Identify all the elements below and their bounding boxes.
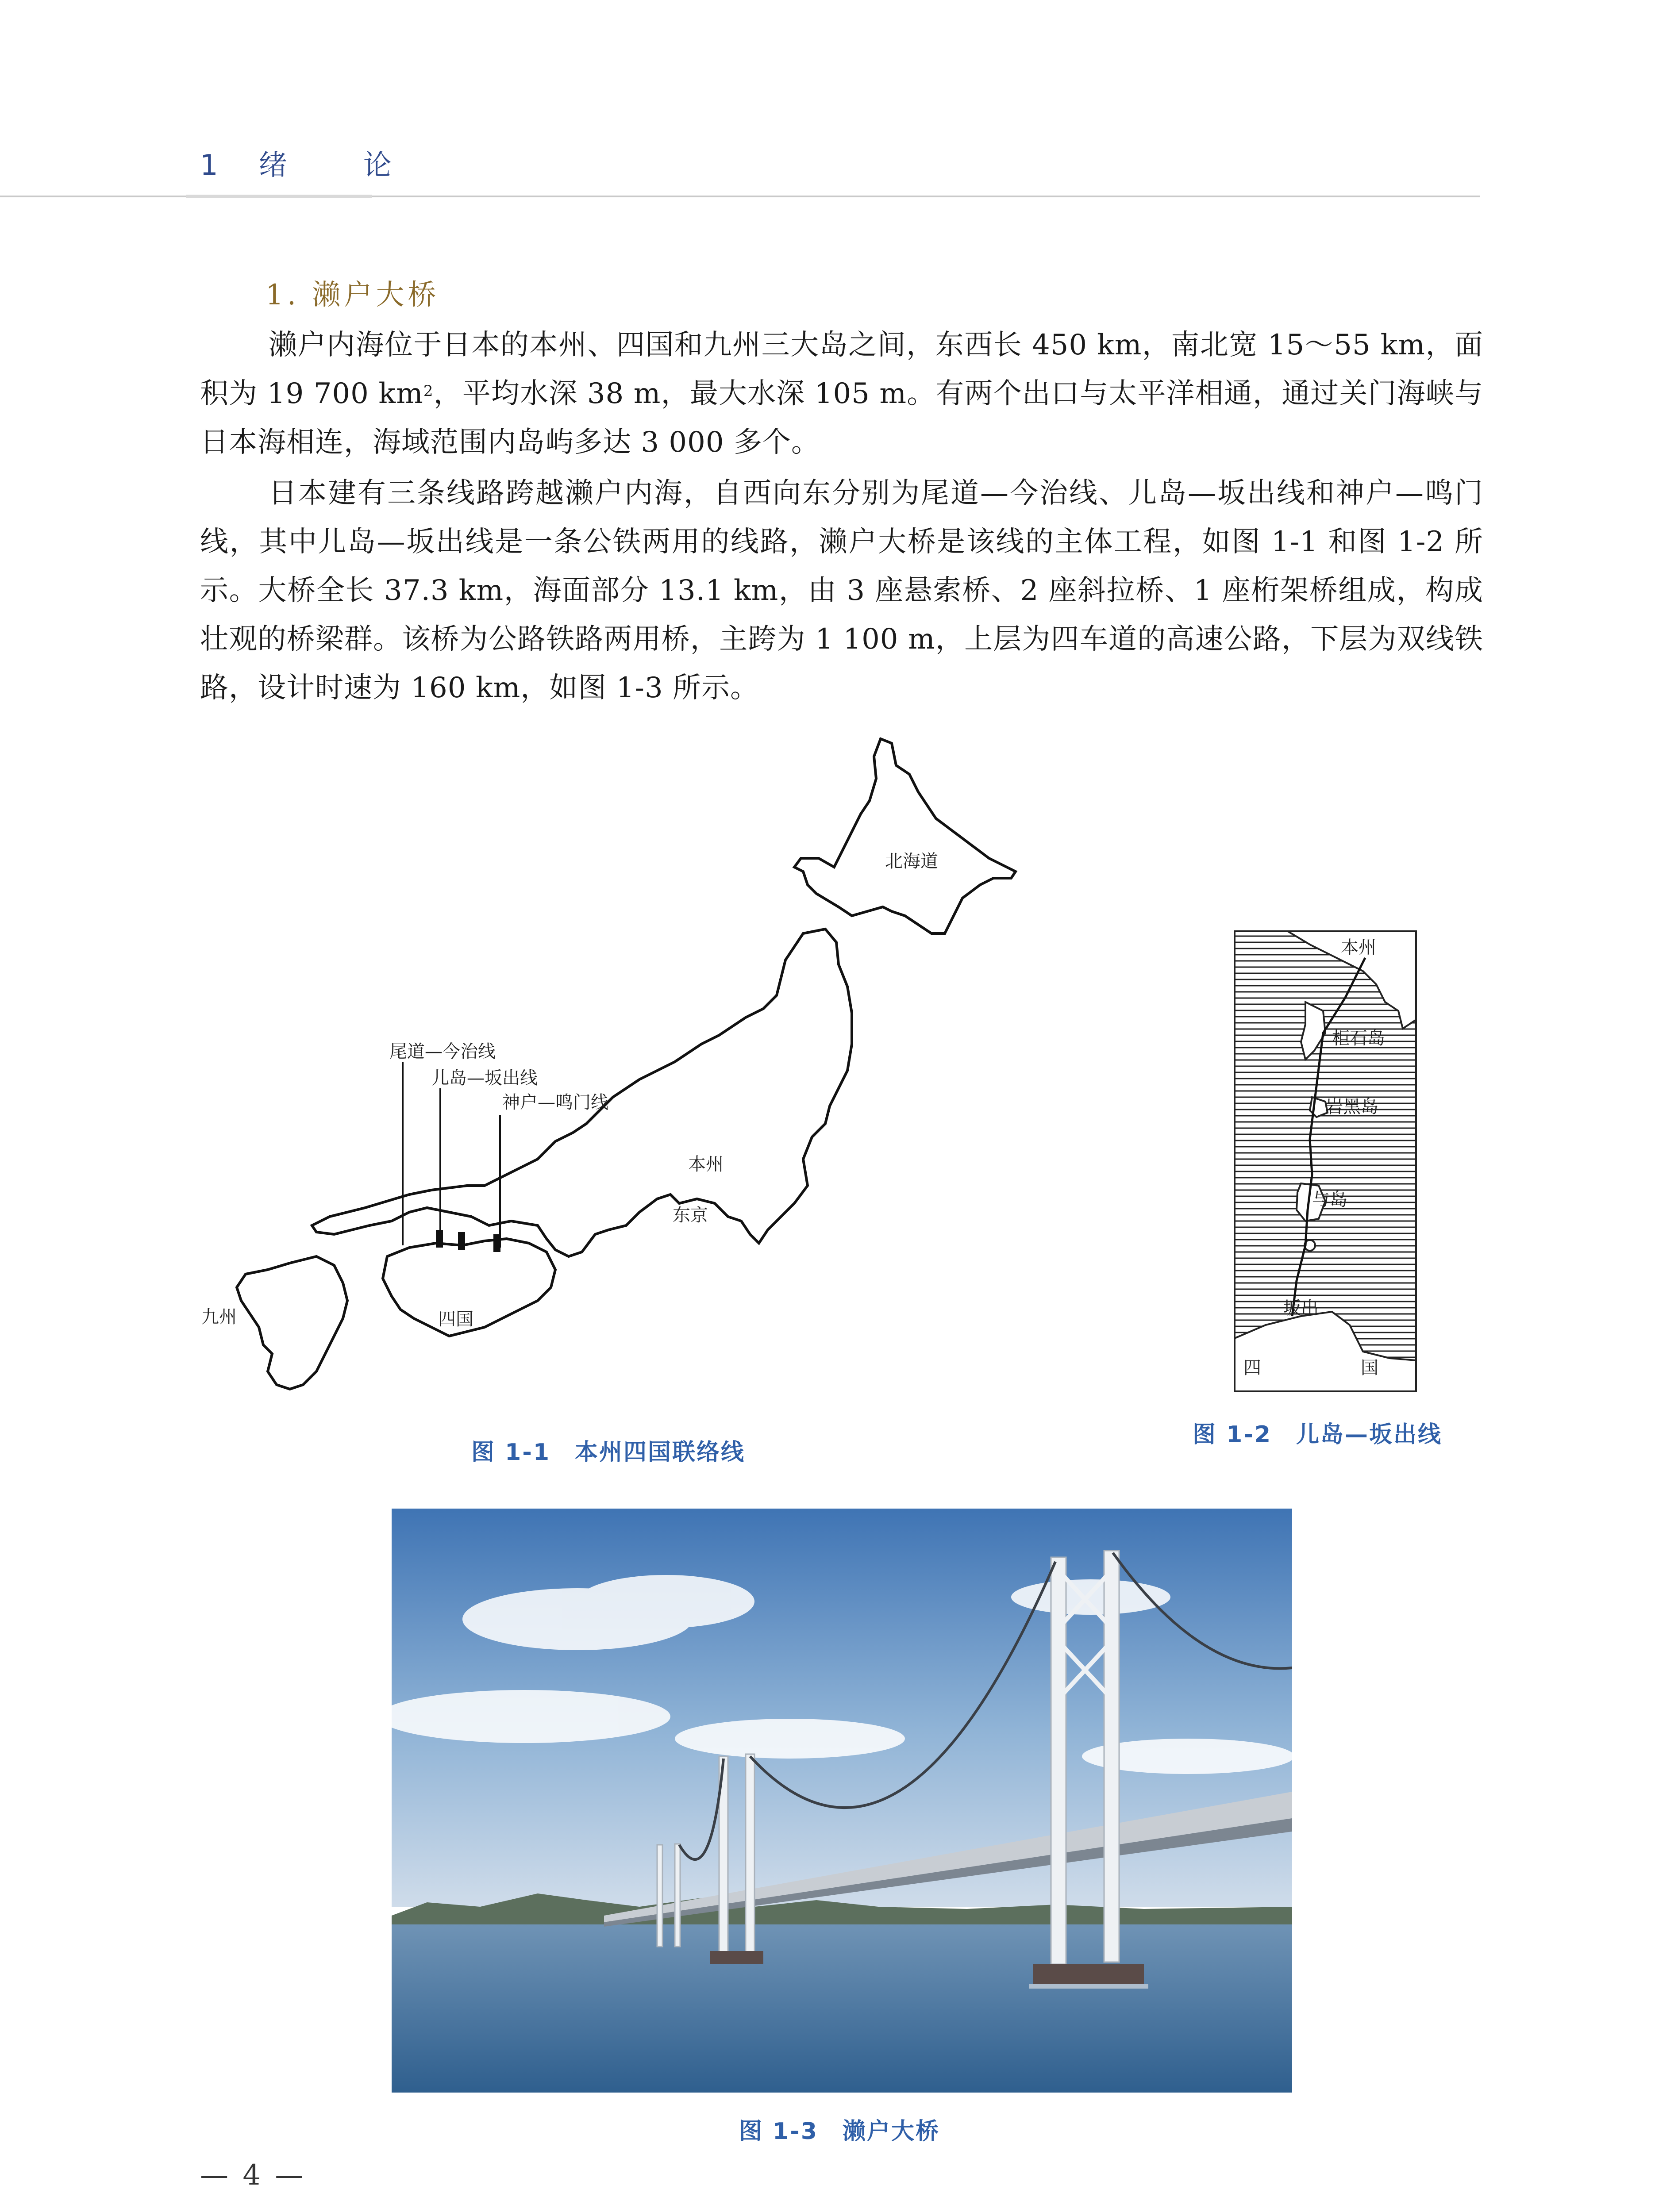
label-iwakuro: 岩黑岛 <box>1325 1097 1378 1117</box>
hokkaido-outline <box>794 739 1016 933</box>
label-route-2: 儿岛—坂出线 <box>431 1068 538 1088</box>
label-kyushu: 九州 <box>201 1307 237 1327</box>
label-shikoku: 四国 <box>438 1309 473 1329</box>
route-2-marker <box>458 1232 465 1250</box>
route-1-marker <box>436 1230 443 1248</box>
header-rule-accent <box>186 195 372 198</box>
label-hitsuishi: 柜石岛 <box>1332 1028 1385 1048</box>
chapter-title-char-2: 论 <box>363 149 393 182</box>
running-header <box>200 142 393 183</box>
paragraph-1 <box>200 321 1483 467</box>
label-tokyo: 东京 <box>673 1205 708 1225</box>
kyushu-outline <box>237 1256 347 1389</box>
route-3-marker <box>493 1234 500 1252</box>
figure-1-2-route-map <box>1230 927 1425 1396</box>
label-hokkaido: 北海道 <box>885 851 938 872</box>
figure-1-3-bridge-photo <box>392 1509 1292 2093</box>
paragraph-1-text-b: ，平均水深 38 m，最大水深 105 m。有两个出口与太平洋相通，通过关门海峡与日本海相连，海域范围内岛屿多达 3 000 多个。 <box>200 377 1484 459</box>
chapter-title-char-1: 绪 <box>258 149 288 182</box>
figure-1-1-japan-map <box>201 726 1064 1407</box>
label-shi: 四 <box>1243 1358 1261 1378</box>
superscript-2: 2 <box>423 382 434 400</box>
label-route-3: 神户—鸣门线 <box>502 1092 608 1113</box>
figure-1-3-caption: 图 1-3 濑户大桥 <box>739 2118 940 2145</box>
label-honshu-detail: 本州 <box>1341 937 1376 958</box>
paragraph-2: 日本建有三条线路跨越濑户内海，自西向东分别为尾道—今治线、儿岛—坂出线和神户—鸣门线，其中儿岛—坂出线是一条公铁两用的线路，濑户大桥是该线的主体工程，如图 1-1 和图 1-2 所示。大桥全长 37.3 km，海面部分 13.1 km，由 3 座悬索桥、2 座斜拉桥、1 座桁架桥组成，构成壮观的桥梁群。该桥为公路铁路两用桥，主跨为 1 100 m，上层为四车道的高速公路，下层为双线铁路，设计时速为 160 km，如图 1-3 所示。 <box>200 477 1483 704</box>
label-sakaide: 坂出 <box>1283 1298 1319 1318</box>
chapter-number: 1 <box>200 149 219 182</box>
label-koku: 国 <box>1361 1358 1378 1378</box>
section-title: 1. 濑户大桥 <box>266 279 440 311</box>
paragraph-1-text-a: 濑户内海位于日本的本州、四国和九州三大岛之间，东西长 450 km，南北宽 15～55 km，面积为 19 700 km <box>200 329 1483 410</box>
label-honshu: 本州 <box>688 1154 724 1175</box>
figure-1-2-caption: 图 1-2 儿岛—坂出线 <box>1193 1421 1443 1448</box>
label-yoshima: 与岛 <box>1312 1190 1347 1210</box>
page-number: — 4 — <box>200 2159 306 2192</box>
figure-1-1-caption: 图 1-1 本州四国联络线 <box>471 1439 746 1466</box>
label-route-1: 尾道—今治线 <box>389 1041 496 1062</box>
